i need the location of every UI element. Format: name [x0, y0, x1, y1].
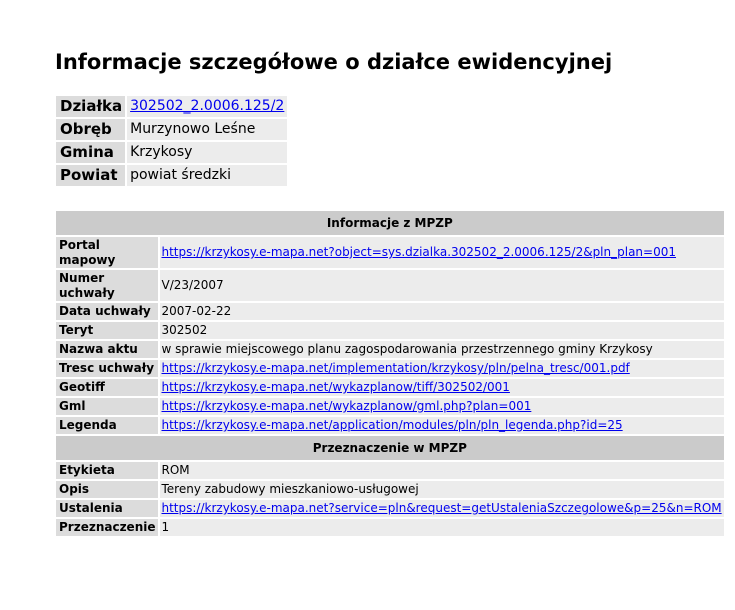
precinct-label: Obręb: [56, 119, 125, 140]
provisions-value-cell: [160, 500, 724, 517]
parcel-link[interactable]: 302502_2.0006.125/2: [130, 98, 285, 114]
gml-label: Gml: [56, 398, 158, 415]
table-row: [56, 398, 724, 415]
commune-label: Gmina: [56, 142, 125, 163]
table-row: [56, 379, 724, 396]
legend-label: Legenda: [56, 417, 158, 434]
precinct-value: Murzynowo Leśne: [127, 119, 287, 140]
county-value: powiat średzki: [127, 165, 287, 186]
page-title: Informacje szczegółowe o działce ewidencyjnej: [55, 50, 613, 74]
portal-link[interactable]: https://krzykosy.e-mapa.net?object=sys.dzialka.302502_2.0006.125/2&pln_plan=001: [161, 245, 676, 259]
table-row: [56, 360, 724, 377]
table-row: [56, 237, 724, 268]
provisions-label: Ustalenia: [56, 500, 158, 517]
table-row: [56, 341, 724, 358]
act-name-value: w sprawie miejscowego planu zagospodarowania przestrzennego gminy Krzykosy: [160, 341, 724, 358]
mpzp-header-row: [56, 211, 724, 235]
table-row: [56, 96, 287, 117]
description-label: Opis: [56, 481, 158, 498]
table-row: [56, 270, 724, 301]
gml-value-cell: [160, 398, 724, 415]
portal-value-cell: [160, 237, 724, 268]
commune-value: Krzykosy: [127, 142, 287, 163]
table-row: [56, 119, 287, 140]
geotiff-value-cell: [160, 379, 724, 396]
table-row: [56, 165, 287, 186]
purpose-label: Przeznaczenie: [56, 519, 158, 536]
resolution-content-link[interactable]: https://krzykosy.e-mapa.net/implementation/krzykosy/pln/pelna_tresc/001.pdf: [161, 361, 630, 375]
resolution-date-value: 2007-02-22: [160, 303, 724, 320]
purpose-value: 1: [160, 519, 724, 536]
table-row: [56, 322, 724, 339]
description-value: Tereny zabudowy mieszkaniowo-usługowej: [160, 481, 724, 498]
teryt-value: 302502: [160, 322, 724, 339]
przeznaczenie-header: Przeznaczenie w MPZP: [56, 436, 724, 460]
table-row: [56, 500, 724, 517]
table-row: [56, 481, 724, 498]
legend-value-cell: [160, 417, 724, 434]
act-name-label: Nazwa aktu: [56, 341, 158, 358]
mpzp-table: [54, 209, 726, 538]
legend-link[interactable]: https://krzykosy.e-mapa.net/application/modules/pln/pln_legenda.php?id=25: [161, 418, 623, 432]
resolution-content-value-cell: [160, 360, 724, 377]
mpzp-header: Informacje z MPZP: [56, 211, 724, 235]
table-row: [56, 462, 724, 479]
parcel-basic-table: [54, 94, 289, 188]
resolution-number-label: Numer uchwały: [56, 270, 158, 301]
table-row: [56, 519, 724, 536]
table-row: [56, 142, 287, 163]
tag-value: ROM: [160, 462, 724, 479]
provisions-link[interactable]: https://krzykosy.e-mapa.net?service=pln&request=getUstaleniaSzczegolowe&p=25&n=ROM: [161, 501, 722, 515]
table-row: [56, 417, 724, 434]
geotiff-label: Geotiff: [56, 379, 158, 396]
resolution-number-value: V/23/2007: [160, 270, 724, 301]
parcel-value-cell: [127, 96, 287, 117]
tag-label: Etykieta: [56, 462, 158, 479]
przeznaczenie-header-row: [56, 436, 724, 460]
gml-link[interactable]: https://krzykosy.e-mapa.net/wykazplanow/gml.php?plan=001: [161, 399, 532, 413]
resolution-content-label: Tresc uchwały: [56, 360, 158, 377]
table-row: [56, 303, 724, 320]
geotiff-link[interactable]: https://krzykosy.e-mapa.net/wykazplanow/tiff/302502/001: [161, 380, 510, 394]
resolution-date-label: Data uchwały: [56, 303, 158, 320]
portal-label: Portal mapowy: [56, 237, 158, 268]
parcel-label: Działka: [56, 96, 125, 117]
teryt-label: Teryt: [56, 322, 158, 339]
county-label: Powiat: [56, 165, 125, 186]
